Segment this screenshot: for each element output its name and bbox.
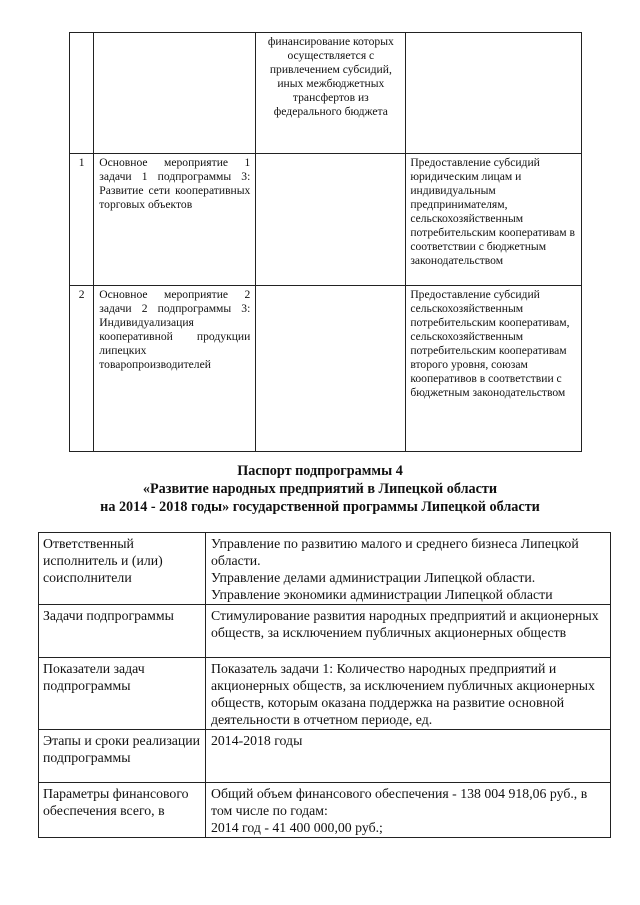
row-label: Показатели задач подпрограммы — [39, 658, 206, 730]
events-table — [69, 32, 582, 452]
value-line: Общий объем финансового обеспечения - 138 004 918,06 руб., в том числе по годам: — [211, 786, 588, 818]
mechanism-cell: Предоставление субсидий юридическим лицам и индивидуальным предпринимателям, сельскохозяйственным потребительским кооперативам в соответствии с бюджетным законодательством — [406, 154, 582, 286]
financing-cell — [256, 33, 406, 154]
row-label: Этапы и сроки реализации подпрограммы — [39, 730, 206, 783]
passport-heading — [40, 462, 600, 516]
event-cell: Основное мероприятие 1 задачи 1 подпрограммы 3: Развитие сети кооперативных торговых объектов — [94, 154, 256, 286]
table-row — [39, 605, 611, 658]
row-value — [206, 783, 611, 838]
row-value — [206, 605, 611, 658]
financing-cell — [256, 154, 406, 286]
table-row — [39, 783, 611, 838]
table-row — [39, 658, 611, 730]
passport-table — [38, 532, 611, 838]
row-number: 1 — [70, 154, 94, 286]
table-row — [70, 154, 582, 286]
passport-title-line: на 2014 - 2018 годы» государственной программы Липецкой области — [100, 499, 540, 515]
value-line: 2014 год - 41 400 000,00 руб.; — [211, 820, 383, 835]
row-number: 2 — [70, 286, 94, 452]
row-value — [206, 730, 611, 783]
table-row — [39, 533, 611, 605]
event-cell: Основное мероприятие 2 задачи 2 подпрограммы 3: Индивидуализация кооперативной продукции липецких товаропроизводителей — [94, 286, 256, 452]
value-line: Стимулирование развития народных предприятий и акционерных обществ, за исключением публичных акционерных обществ — [211, 608, 599, 640]
mechanism-cell: Предоставление субсидий сельскохозяйственным потребительским кооперативам, сельскохозяйственным потребительским кооперативам второго уровня, союзам кооперативов в соответствии с бюджетным законодательством — [406, 286, 582, 452]
table-cell — [406, 33, 582, 154]
passport-title-line: Паспорт подпрограммы 4 — [237, 463, 403, 479]
table-row — [70, 33, 582, 154]
table-row — [70, 286, 582, 452]
table-cell — [70, 33, 94, 154]
table-row — [39, 730, 611, 783]
cell-text: финансирование которых осуществляется с привлечением субсидий, иных межбюджетных трансфертов из федерального бюджета — [267, 35, 394, 118]
row-label: Задачи подпрограммы — [39, 605, 206, 658]
table-cell — [94, 33, 256, 154]
financing-cell — [256, 286, 406, 452]
value-line: Показатель задачи 1: Количество народных предприятий и акционерных обществ, за исключением публичных акционерных обществ, которым оказана поддержка на развитие основной деятельности в отчетном периоде, ед. — [211, 661, 595, 727]
passport-title-line: «Развитие народных предприятий в Липецкой области — [142, 481, 498, 497]
value-line: 2014-2018 годы — [211, 733, 303, 748]
value-line: Управление по развитию малого и среднего бизнеса Липецкой области. — [211, 536, 579, 568]
row-label: Ответственный исполнитель и (или) соисполнители — [39, 533, 206, 605]
value-line: Управление экономики администрации Липецкой области — [211, 587, 553, 602]
row-value — [206, 533, 611, 605]
row-value — [206, 658, 611, 730]
row-label: Параметры финансового обеспечения всего, в — [39, 783, 206, 838]
value-line: Управление делами администрации Липецкой области. — [211, 570, 536, 585]
